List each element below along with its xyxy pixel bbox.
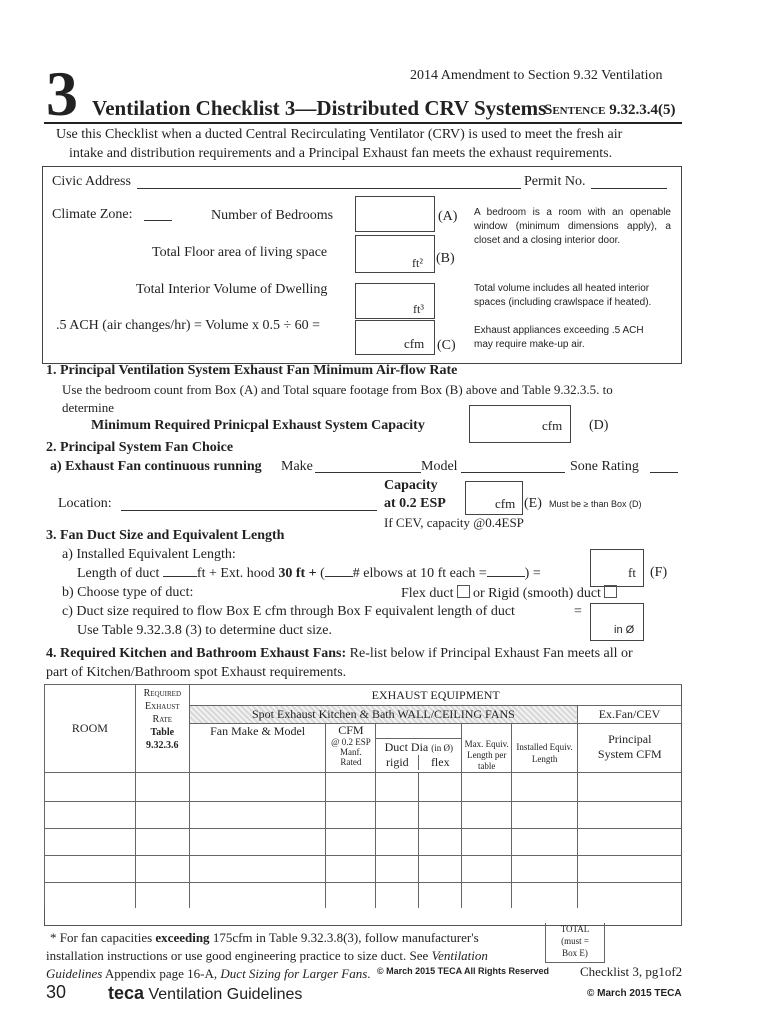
- required-rate-header: Required Exhaust Rate Table 9.32.3.6: [135, 685, 189, 773]
- cfm-unit-c: cfm: [404, 336, 425, 351]
- model-field[interactable]: [461, 472, 565, 473]
- exhaust-table: [44, 684, 682, 908]
- duct-dia-header: Duct Dia (in Ø) rigid flex: [376, 724, 462, 773]
- table-row: [45, 856, 682, 883]
- location-label: Location:: [58, 496, 112, 511]
- ex-fan-header: Ex.Fan/CEV: [578, 706, 682, 724]
- box-b-label: (B): [436, 251, 455, 266]
- guide-name: Ventilation Guidelines: [148, 986, 303, 1003]
- volume-note: Total volume includes all heated interior spaces (including crawlspace if heated).: [474, 283, 652, 308]
- cev-label: If CEV, capacity @0.4ESP: [384, 515, 524, 530]
- min-capacity-label: Minimum Required Prinicpal Exhaust System Capacity: [91, 418, 425, 433]
- footer-title: [108, 983, 302, 1004]
- rigid-duct-checkbox[interactable]: [604, 585, 617, 598]
- table-row: [45, 773, 682, 802]
- checklist-number: 3: [46, 58, 78, 129]
- make-label: Make: [281, 459, 313, 474]
- duct-type-label: b) Choose type of duct:: [62, 585, 194, 600]
- or-label: or: [473, 586, 485, 601]
- checklist-page: Checklist 3, pg1of2: [580, 964, 683, 979]
- section-4-rest: Re-list below if Principal Exhaust Fan meets all or: [349, 646, 633, 661]
- sentence-number: 9.32.3.4(5): [609, 102, 676, 118]
- title-rule: [44, 122, 682, 124]
- model-label: Model: [421, 459, 458, 474]
- intro-line-1: Use this Checklist when a ducted Central Recirculating Ventilator (CRV) is used to meet the fresh air: [56, 127, 623, 142]
- table-row: [45, 883, 682, 908]
- in-diam-unit: in Ø: [614, 624, 635, 636]
- section-3-heading: 3. Fan Duct Size and Equivalent Length: [46, 528, 285, 543]
- climate-zone-label: Climate Zone:: [52, 207, 133, 222]
- section-4-heading: 4. Required Kitchen and Bathroom Exhaust Fans: Re-list below if Principal Exhaust Fan meets all or: [46, 646, 633, 661]
- flex-duct-checkbox[interactable]: [457, 585, 470, 598]
- capacity-label: Capacity: [384, 478, 438, 493]
- exhaust-note: Exhaust appliances exceeding .5 ACH may require make-up air.: [474, 325, 644, 350]
- duct-type-options: [401, 585, 617, 602]
- box-f-label: (F): [650, 565, 668, 580]
- cfm-unit-e: cfm: [495, 496, 516, 511]
- cfm-unit-d: cfm: [542, 418, 563, 433]
- intro-line-2: intake and distribution requirements and a Principal Exhaust fan meets the exhaust requirements.: [69, 146, 613, 161]
- table-row: [45, 802, 682, 829]
- total-cell[interactable]: [545, 923, 605, 963]
- length-row: Length of duct ft + Ext. hood 30 ft + ( # elbows at 10 ft each = ) =: [77, 566, 541, 581]
- total-note-1: (must =: [561, 936, 589, 946]
- box-c-label: (C): [437, 338, 456, 353]
- box-a-label: (A): [438, 209, 458, 224]
- cfm-header: CFM @ 0.2 ESP Manf. Rated: [326, 724, 376, 773]
- teca-logo: teca: [108, 983, 145, 1003]
- total-label: TOTAL: [560, 924, 590, 934]
- flex-duct-label: Flex duct: [401, 586, 454, 601]
- footnote: * For fan capacities exceeding 175cfm in Table 9.32.3.8(3), follow manufacturer's installation instructions or use good engineering practice to size duct. See Ventilation Guidelines Appendix page 16-A, Duct Sizing for Larger Fans.: [46, 930, 488, 981]
- permit-no-label: Permit No.: [524, 174, 586, 189]
- sentence-label: Sentence: [544, 102, 606, 118]
- length-field[interactable]: [163, 576, 197, 577]
- climate-zone-field[interactable]: [144, 220, 172, 221]
- section-4-line-2: part of Kitchen/Bathroom spot Exhaust requirements.: [46, 665, 347, 680]
- length-ft: ft + Ext. hood: [196, 566, 275, 581]
- ach-label: .5 ACH (air changes/hr) = Volume x 0.5 ÷ 60 =: [56, 318, 321, 333]
- volume-label: Total Interior Volume of Dwelling: [136, 282, 328, 297]
- ft2-unit: ft²: [412, 256, 423, 270]
- civic-address-field[interactable]: [137, 188, 521, 189]
- section-1-heading: 1. Principal Ventilation System Exhaust Fan Minimum Air-flow Rate: [46, 363, 458, 378]
- duct-size-label: c) Duct size required to flow Box E cfm through Box F equivalent length of duct: [62, 604, 515, 619]
- bedrooms-box[interactable]: [355, 196, 435, 232]
- floor-area-label: Total Floor area of living space: [152, 245, 328, 260]
- exhaust-equipment-header: EXHAUST EQUIPMENT: [189, 685, 681, 706]
- rights-reserved: © March 2015 TECA All Rights Reserved: [377, 966, 550, 976]
- esp-label: at 0.2 ESP: [384, 496, 446, 511]
- elbows-field[interactable]: [325, 576, 353, 577]
- duct-size-table-label: Use Table 9.32.3.8 (3) to determine duct size.: [77, 623, 332, 638]
- rigid-duct-label: Rigid (smooth) duct: [488, 586, 601, 601]
- section-1-text-1: Use the bedroom count from Box (A) and Total square footage from Box (B) above and Table 9.32.3.5. to: [62, 382, 613, 397]
- bedroom-note: A bedroom is a room with an openable window (minimum dimensions apply), a closet and a closing interior door.: [474, 207, 671, 246]
- elbows-label: # elbows at 10 ft each =: [352, 566, 487, 581]
- page-title: Ventilation Checklist 3—Distributed CRV Systems: [92, 96, 547, 120]
- hood-value: 30 ft +: [278, 566, 317, 581]
- amendment-label: 2014 Amendment to Section 9.32 Ventilation: [410, 68, 663, 83]
- make-field[interactable]: [315, 472, 421, 473]
- civic-address-label: Civic Address: [52, 174, 131, 189]
- sone-label: Sone Rating: [570, 459, 639, 474]
- sone-field[interactable]: [650, 472, 678, 473]
- footer-copyright: © March 2015 TECA: [587, 988, 682, 999]
- ft-unit-f: ft: [628, 565, 636, 580]
- length-prefix: Length of duct: [77, 566, 160, 581]
- elbows-total-field[interactable]: [487, 576, 525, 577]
- exhaust-fan-label: a) Exhaust Fan continuous running: [50, 459, 262, 474]
- permit-no-field[interactable]: [591, 188, 667, 189]
- table-cell[interactable]: [45, 773, 136, 802]
- duct-size-equals: =: [574, 604, 582, 619]
- installed-equiv-header: Installed Equiv. Length: [512, 724, 578, 773]
- installed-length-label: a) Installed Equivalent Length:: [62, 547, 236, 562]
- box-e-label: (E): [524, 496, 542, 511]
- principal-cfm-header: Principal System CFM: [578, 724, 682, 773]
- equals-close: ) =: [524, 566, 541, 581]
- bedrooms-label: Number of Bedrooms: [211, 208, 334, 223]
- floor-area-box[interactable]: [355, 235, 435, 273]
- table-row: [45, 829, 682, 856]
- page-number: 30: [46, 982, 67, 1002]
- section-2-heading: 2. Principal System Fan Choice: [46, 440, 234, 455]
- section-4-number: 4: [46, 646, 53, 661]
- box-d-label: (D): [589, 418, 609, 433]
- max-equiv-header: Max. Equiv. Length per table: [462, 724, 512, 773]
- section-4-bold: Required Kitchen and Bathroom Exhaust Fans:: [60, 646, 347, 661]
- fan-make-header: Fan Make & Model: [189, 724, 326, 773]
- room-header: ROOM: [45, 685, 136, 773]
- sentence-ref: [544, 102, 676, 119]
- must-be-note: Must be ≥ than Box (D): [549, 499, 642, 509]
- spot-fans-header: Spot Exhaust Kitchen & Bath WALL/CEILING FANS: [189, 706, 577, 724]
- total-note-2: Box E): [562, 948, 588, 958]
- section-1-text-2: determine: [62, 400, 114, 415]
- location-field[interactable]: [121, 510, 377, 511]
- ft3-unit: ft³: [413, 302, 424, 316]
